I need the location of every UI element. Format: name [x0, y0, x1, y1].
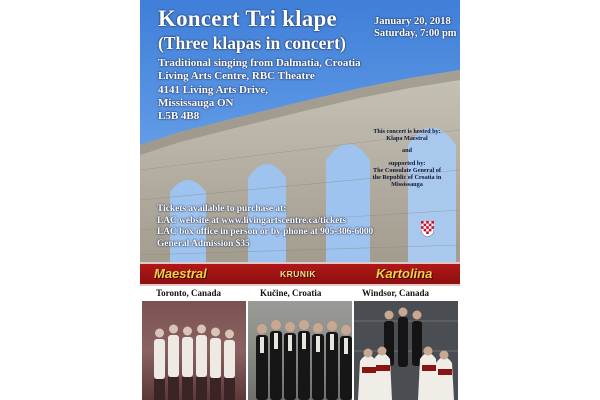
group-location: Windsor, Canada — [362, 288, 430, 298]
group-photo-kartolina — [354, 301, 458, 400]
groups-banner — [140, 262, 460, 286]
ticket-price: General Admission $35 — [157, 239, 250, 250]
ticket-line: Tickets available to purchase at: — [157, 204, 287, 214]
sponsor-credits — [372, 128, 442, 188]
venue-line: Living Arts Centre, RBC Theatre — [158, 70, 315, 83]
group-location: Kučine, Croatia — [260, 288, 322, 298]
poster-subtitle: (Three klapas in concert) — [158, 33, 346, 53]
concert-poster — [140, 0, 460, 400]
hosted-intro: This concert is hosted by: — [373, 128, 441, 135]
group-name-kartolina: Kartolina — [376, 266, 433, 281]
host-name: Klapa Maestral — [386, 135, 428, 143]
supported-intro: supported by: — [388, 159, 426, 167]
ticket-info — [157, 204, 373, 251]
group-photo-krunik — [248, 301, 352, 400]
group-name-krunik: KRUNIK — [280, 269, 317, 279]
croatian-coat-of-arms-icon — [421, 221, 434, 237]
group-photos-section — [140, 286, 460, 400]
venue-info — [158, 57, 361, 123]
venue-line: L5B 4B8 — [158, 110, 200, 123]
supporter-name: The Consulate General of the Republic of Croatia in Mississauga — [372, 166, 442, 189]
credits-and: and — [402, 147, 412, 155]
venue-line: 4141 Living Arts Drive, — [158, 83, 268, 96]
event-date: January 20, 2018 — [374, 16, 451, 27]
group-photo-maestral — [142, 301, 246, 400]
poster-title: Koncert Tri klape — [158, 6, 337, 31]
group-location: Toronto, Canada — [156, 288, 222, 298]
event-time: Saturday, 7:00 pm — [374, 28, 457, 39]
venue-line: Mississauga ON — [158, 96, 234, 109]
event-description: Traditional singing from Dalmatia, Croatia — [158, 57, 361, 69]
ticket-website-link[interactable]: LAC website at www.livingartscentre.ca/tickets — [157, 215, 347, 226]
ticket-phone: LAC box office in person or by phone at 905-306-6000 — [157, 227, 374, 238]
group-name-maestral: Maestral — [154, 266, 207, 281]
